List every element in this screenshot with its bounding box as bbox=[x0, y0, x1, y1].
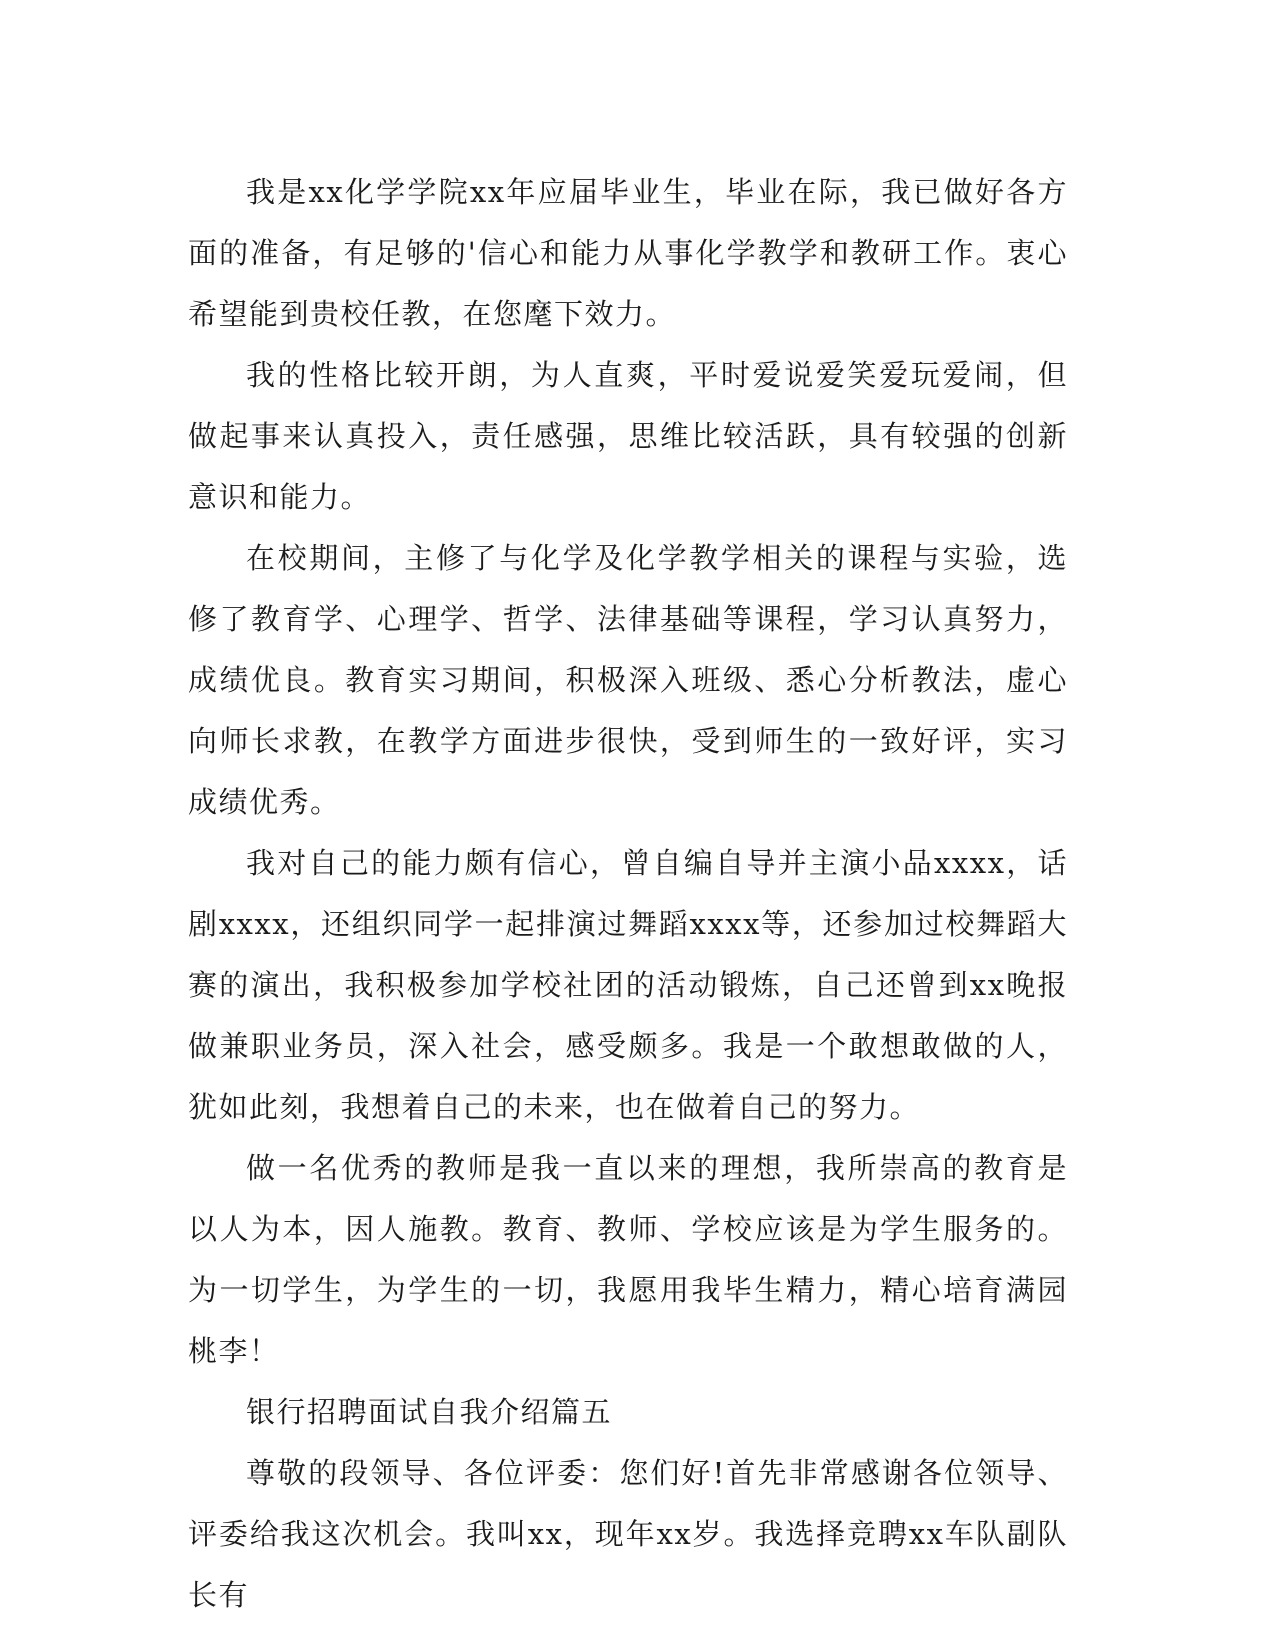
paragraph-personality: 我的性格比较开朗，为人直爽，平时爱说爱笑爱玩爱闹，但做起事来认真投入，责任感强，思维比较活跃，具有较强的创新意识和能力。 bbox=[188, 358, 1068, 514]
paragraph-graduate-intro: 我是xx化学学院xx年应届毕业生，毕业在际，我已做好各方面的准备，有足够的'信心和能力从事化学教学和教研工作。衷心希望能到贵校任教，在您麾下效力。 bbox=[188, 175, 1068, 331]
paragraph-bank-intro: 尊敬的段领导、各位评委：您们好!首先非常感谢各位领导、评委给我这次机会。我叫xx，现年xx岁。我选择竞聘xx车队副队长有 bbox=[188, 1456, 1068, 1612]
paragraph-activities: 我对自己的能力颇有信心，曾自编自导并主演小品xxxx，话剧xxxx，还组织同学一起排演过舞蹈xxxx等，还参加过校舞蹈大赛的演出，我积极参加学校社团的活动锻炼，自己还曾到xx晚报做兼职业务员，深入社会，感受颇多。我是一个敢想敢做的人，犹如此刻，我想着自己的未来，也在做着自己的努力。 bbox=[188, 846, 1068, 1124]
paragraph-studies: 在校期间，主修了与化学及化学教学相关的课程与实验，选修了教育学、心理学、哲学、法律基础等课程，学习认真努力，成绩优良。教育实习期间，积极深入班级、悉心分析教法，虚心向师长求教，在教学方面进步很快，受到师生的一致好评，实习成绩优秀。 bbox=[188, 541, 1068, 819]
paragraph-teaching-ideal: 做一名优秀的教师是我一直以来的理想，我所崇高的教育是以人为本，因人施教。教育、教师、学校应该是为学生服务的。为一切学生，为学生的一切，我愿用我毕生精力，精心培育满园桃李！ bbox=[188, 1151, 1068, 1368]
section-title: 银行招聘面试自我介绍篇五 bbox=[246, 1395, 613, 1429]
document-body bbox=[188, 162, 1068, 1626]
